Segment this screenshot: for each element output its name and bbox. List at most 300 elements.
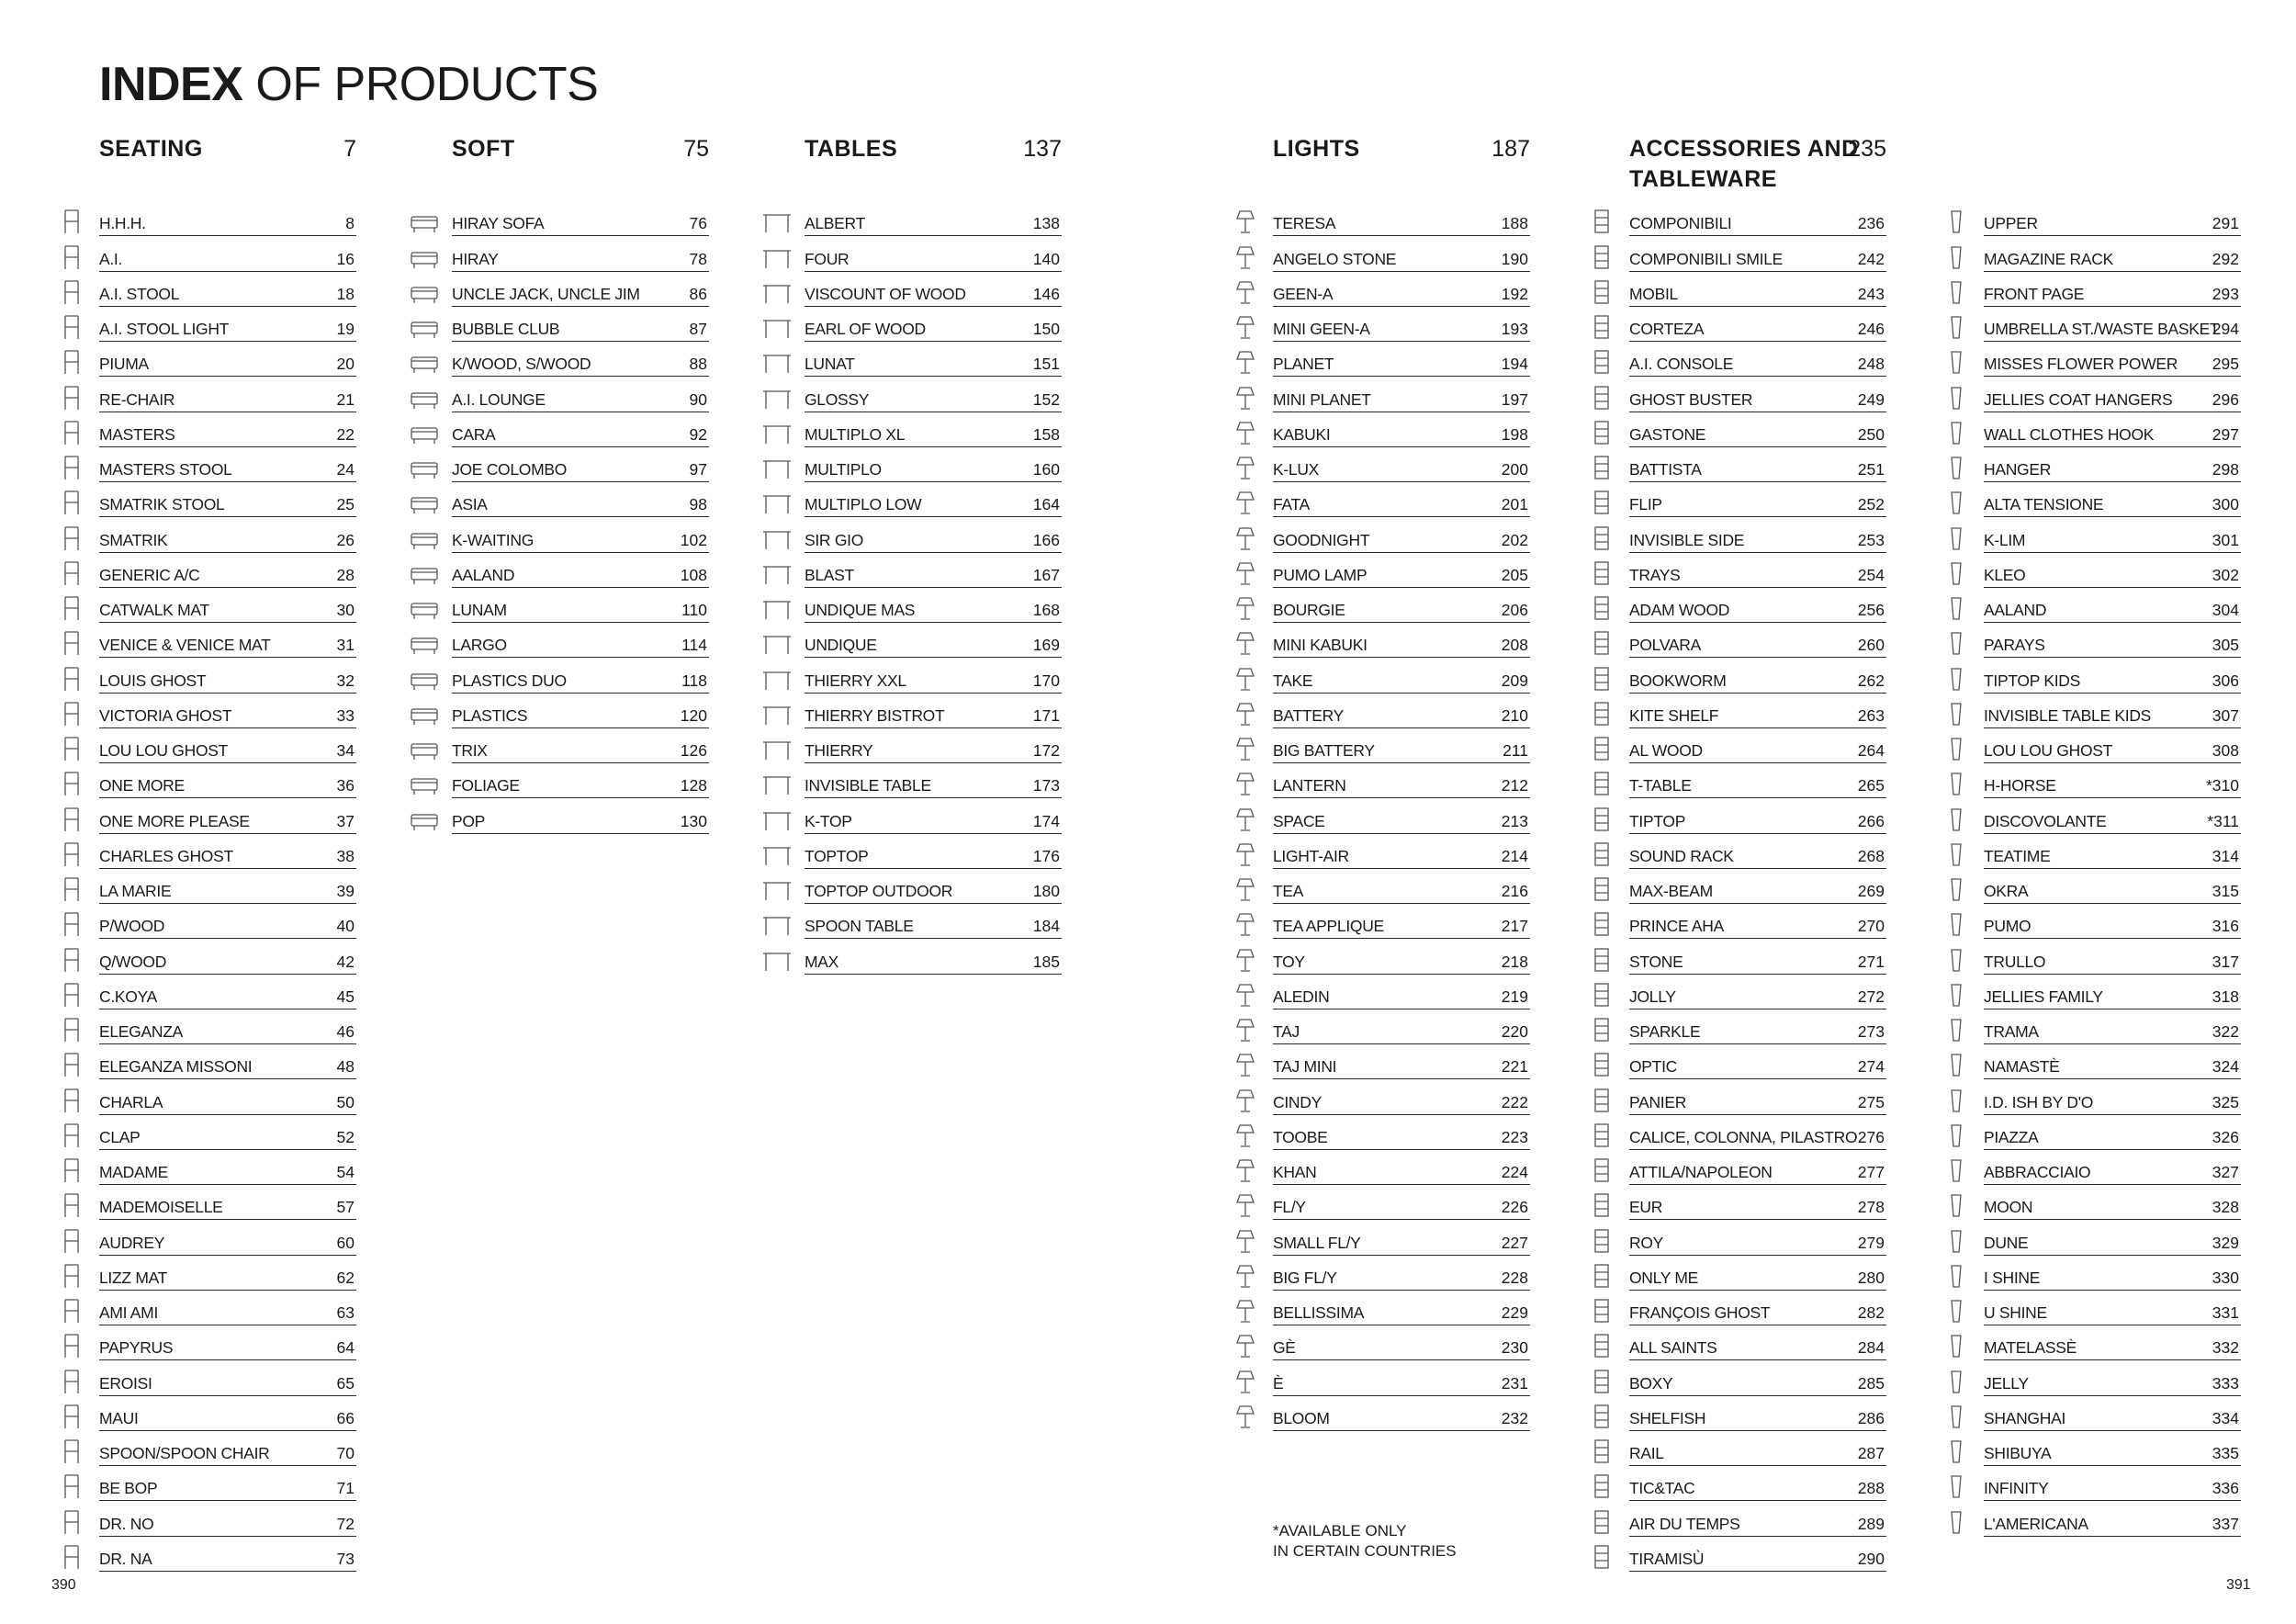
product-name: INVISIBLE TABLE [805, 776, 931, 795]
accessory-icon [1940, 1122, 1973, 1149]
product-name: FL/Y [1273, 1198, 1306, 1217]
index-entry [1984, 1466, 2241, 1501]
index-entry [1629, 342, 1886, 377]
product-name: AMI AMI [99, 1303, 159, 1322]
product-name: TAJ [1273, 1022, 1300, 1041]
page-number: 97 [689, 460, 707, 479]
accessory-icon [1940, 559, 1973, 587]
product-name: SPACE [1273, 811, 1325, 830]
index-entry [1273, 1360, 1530, 1395]
page-number: 164 [1032, 495, 1060, 514]
lamp-icon [1229, 278, 1262, 306]
index-entry [1629, 201, 1886, 236]
index-entry [452, 307, 709, 342]
page-number: 221 [1501, 1057, 1528, 1077]
index-entry [805, 798, 1062, 833]
page-number: 108 [680, 565, 707, 584]
index-entry [1984, 1360, 2241, 1395]
index-entry [99, 869, 356, 904]
product-name: KABUKI [1273, 424, 1331, 444]
page-number: 232 [1501, 1408, 1528, 1427]
index-entry [1629, 834, 1886, 869]
page-number: 270 [1857, 917, 1885, 936]
index-entry [99, 553, 356, 588]
page-number: 193 [1501, 320, 1528, 338]
product-name: STONE [1629, 952, 1683, 971]
page-number: 197 [1501, 389, 1528, 409]
section-heading-seating [99, 134, 356, 198]
index-entry [1629, 1501, 1886, 1536]
page-number: 260 [1857, 636, 1885, 655]
accessory-icon [1940, 313, 1973, 341]
page-number-left: 390 [51, 1577, 76, 1593]
page-number: 294 [2212, 320, 2239, 338]
section-page: 7 [343, 136, 356, 162]
index-entry [99, 1501, 356, 1536]
accessory-icon [1940, 875, 1973, 903]
page-number: 188 [1501, 214, 1528, 233]
page-number: 202 [1501, 530, 1528, 549]
index-entry [99, 377, 356, 412]
index-entry [1984, 939, 2241, 974]
table-icon [760, 700, 793, 727]
page-number: 333 [2212, 1373, 2239, 1393]
accessory-icon [1940, 348, 1973, 376]
page-number: 222 [1501, 1092, 1528, 1111]
product-name: C.KOYA [99, 987, 158, 1006]
product-name: ONE MORE PLEASE [99, 811, 250, 830]
lamp-icon [1229, 1051, 1262, 1078]
index-entry [452, 728, 709, 763]
shelf-icon [1585, 875, 1618, 903]
table-icon [760, 384, 793, 412]
product-name: SHIBUYA [1984, 1444, 2052, 1462]
shelf-icon [1585, 313, 1618, 341]
chair-icon [55, 1262, 88, 1290]
index-entry [1984, 1220, 2241, 1255]
index-entry [452, 482, 709, 517]
shelf-icon [1585, 1122, 1618, 1149]
index-entry [1629, 728, 1886, 763]
page-number: 279 [1857, 1233, 1885, 1252]
product-name: THIERRY BISTROT [805, 705, 945, 725]
page-number: 167 [1032, 565, 1060, 584]
section-page: 137 [1023, 136, 1062, 162]
index-entry [1984, 412, 2241, 447]
product-name: TERESA [1273, 214, 1336, 233]
index-entry [1629, 517, 1886, 552]
product-name: ROY [1629, 1233, 1664, 1252]
index-entry [1984, 307, 2241, 342]
page-number: 16 [336, 249, 355, 268]
index-entry [452, 694, 709, 728]
product-name: GHOST BUSTER [1629, 389, 1753, 409]
product-name: COMPONIBILI SMILE [1629, 249, 1784, 268]
accessory-icon [1940, 384, 1973, 412]
index-entry [1984, 1079, 2241, 1114]
section-name: TABLES [805, 136, 898, 162]
chair-icon [55, 981, 88, 1009]
page-number: 287 [1857, 1444, 1885, 1462]
product-name: TOY [1273, 952, 1305, 971]
product-name: H.H.H. [99, 214, 146, 233]
shelf-icon [1585, 1227, 1618, 1255]
page-number: 228 [1501, 1268, 1528, 1287]
page-number: 220 [1501, 1022, 1528, 1041]
chair-icon [55, 840, 88, 868]
table-icon [760, 313, 793, 341]
page-number: 180 [1032, 882, 1060, 900]
page-number: 305 [2212, 636, 2239, 655]
index-entry [805, 517, 1062, 552]
product-name: K-TOP [805, 811, 852, 830]
page-number: 214 [1501, 846, 1528, 865]
page-number: 18 [336, 284, 355, 303]
table-icon [760, 419, 793, 446]
index-entry [99, 447, 356, 482]
chair-icon [55, 1051, 88, 1078]
section-name: ACCESSORIES AND TABLEWARE [1629, 136, 1859, 192]
index-entry [452, 377, 709, 412]
index-entry [1984, 1325, 2241, 1360]
product-name: CARA [452, 424, 496, 444]
index-entry [1984, 1115, 2241, 1150]
index-entry [1629, 1291, 1886, 1325]
page-number: 21 [336, 389, 355, 409]
product-name: HIRAY [452, 249, 499, 268]
index-entry [805, 763, 1062, 798]
lamp-icon [1229, 1227, 1262, 1255]
lamp-icon [1229, 1368, 1262, 1395]
page-number: 329 [2212, 1233, 2239, 1252]
index-entry [1984, 517, 2241, 552]
chair-icon [55, 770, 88, 797]
chair-icon [55, 1472, 88, 1500]
table-icon [760, 735, 793, 762]
product-name: PLASTICS DUO [452, 671, 567, 690]
product-name: MOBIL [1629, 284, 1678, 303]
shelf-icon [1585, 770, 1618, 797]
page-number: 227 [1501, 1233, 1528, 1252]
lamp-icon [1229, 1403, 1262, 1430]
product-name: AL WOOD [1629, 741, 1703, 760]
lamp-icon [1229, 981, 1262, 1009]
shelf-icon [1585, 208, 1618, 235]
index-entry [1273, 1325, 1530, 1360]
page-number: 65 [336, 1373, 355, 1393]
index-entry [99, 1325, 356, 1360]
index-entry [805, 904, 1062, 939]
page-number: 205 [1501, 565, 1528, 584]
index-entry [99, 904, 356, 939]
page-number: 72 [336, 1514, 355, 1533]
page-number: 185 [1032, 952, 1060, 971]
shelf-icon [1585, 1543, 1618, 1571]
index-entry [1984, 869, 2241, 904]
accessory-icon [1940, 594, 1973, 622]
product-name: TOPTOP [805, 846, 869, 865]
page-number: 269 [1857, 882, 1885, 900]
page-number: 158 [1032, 424, 1060, 444]
chair-icon [55, 735, 88, 762]
accessory-icon [1940, 1191, 1973, 1219]
index-entry [1629, 588, 1886, 623]
product-name: MINI GEEN-A [1273, 320, 1370, 338]
product-name: POLVARA [1629, 636, 1701, 655]
product-name: K-WAITING [452, 530, 535, 549]
shelf-icon [1585, 1191, 1618, 1219]
product-name: RAIL [1629, 1444, 1664, 1462]
table-icon [760, 594, 793, 622]
page-number: 330 [2212, 1268, 2239, 1287]
product-name: UNCLE JACK, UNCLE JIM [452, 284, 640, 303]
page-number: 324 [2212, 1057, 2239, 1077]
lamp-icon [1229, 1297, 1262, 1325]
index-entry [452, 588, 709, 623]
page-number: 290 [1857, 1549, 1885, 1568]
accessory-icon [1940, 946, 1973, 974]
chair-icon [55, 1016, 88, 1043]
accessory-icon [1940, 454, 1973, 481]
accessory-icon [1940, 735, 1973, 762]
index-entry [99, 588, 356, 623]
page-number: 291 [2212, 214, 2239, 233]
page-number: 271 [1857, 952, 1885, 971]
page-number: 130 [680, 811, 707, 830]
product-name: SPOON/SPOON CHAIR [99, 1444, 270, 1462]
page-number: 169 [1032, 636, 1060, 655]
shelf-icon [1585, 1508, 1618, 1536]
sofa-icon [408, 629, 441, 657]
page-number: 246 [1857, 320, 1885, 338]
index-entry [1984, 236, 2241, 271]
title-bold: INDEX [99, 58, 243, 111]
index-entry [452, 272, 709, 307]
page-number: 38 [336, 846, 355, 865]
page-number: 315 [2212, 882, 2239, 900]
shelf-icon [1585, 665, 1618, 693]
shelf-icon [1585, 278, 1618, 306]
page-number: 60 [336, 1233, 355, 1252]
index-entry [99, 1185, 356, 1220]
product-name: ONE MORE [99, 776, 185, 795]
lamp-icon [1229, 1191, 1262, 1219]
index-entry [99, 517, 356, 552]
page-number: 251 [1857, 460, 1885, 479]
page-number: 306 [2212, 671, 2239, 690]
lamp-icon [1229, 384, 1262, 412]
product-name: TRAMA [1984, 1022, 2039, 1041]
index-entry [1984, 482, 2241, 517]
table-icon [760, 910, 793, 938]
sofa-icon [408, 594, 441, 622]
page-number: 210 [1501, 705, 1528, 725]
page-number: 328 [2212, 1198, 2239, 1217]
accessory-icon [1940, 1262, 1973, 1290]
accessory-icon [1940, 278, 1973, 306]
index-entry [99, 623, 356, 658]
product-name: COMPONIBILI [1629, 214, 1732, 233]
product-name: GLOSSY [805, 389, 870, 409]
chair-icon [55, 348, 88, 376]
page-number: 166 [1032, 530, 1060, 549]
index-entry [99, 1220, 356, 1255]
product-name: LANTERN [1273, 776, 1346, 795]
page-number: 146 [1032, 284, 1060, 303]
page-number: 184 [1032, 917, 1060, 936]
accessory-icon [1940, 840, 1973, 868]
product-name: MULTIPLO [805, 460, 882, 479]
page-number: 64 [336, 1338, 355, 1358]
index-entry [1984, 1150, 2241, 1185]
product-name: A.I. STOOL [99, 284, 180, 303]
product-name: PLASTICS [452, 705, 528, 725]
accessory-icon [1940, 981, 1973, 1009]
accessory-icon [1940, 1087, 1973, 1114]
product-name: INVISIBLE TABLE KIDS [1984, 705, 2152, 725]
page-number: *310 [2205, 776, 2239, 795]
page-number: 307 [2212, 705, 2239, 725]
page-number: 48 [336, 1057, 355, 1077]
chair-icon [55, 629, 88, 657]
product-name: KITE SHELF [1629, 705, 1719, 725]
lamp-icon [1229, 243, 1262, 271]
product-name: T-TABLE [1629, 776, 1692, 795]
index-entry [1273, 1115, 1530, 1150]
product-name: LOU LOU GHOST [1984, 741, 2113, 760]
index-entry [1629, 904, 1886, 939]
chair-icon [55, 278, 88, 306]
product-name: U SHINE [1984, 1303, 2047, 1322]
chair-icon [55, 208, 88, 235]
shelf-icon [1585, 700, 1618, 727]
section-page: 235 [1848, 136, 1886, 162]
page-number: 19 [336, 320, 355, 338]
product-name: OKRA [1984, 882, 2029, 900]
index-entry [1273, 1396, 1530, 1431]
index-entry [1629, 1396, 1886, 1431]
table-icon [760, 806, 793, 833]
section-heading-lights [1273, 134, 1530, 198]
product-name: UNDIQUE [805, 636, 877, 655]
index-entry [99, 1431, 356, 1466]
product-name: MASTERS STOOL [99, 460, 232, 479]
page-number: 198 [1501, 424, 1528, 444]
index-entry [1273, 236, 1530, 271]
product-name: A.I. [99, 249, 123, 268]
page-number: 304 [2212, 601, 2239, 619]
chair-icon [55, 419, 88, 446]
shelf-icon [1585, 1368, 1618, 1395]
product-name: HIRAY SOFA [452, 214, 545, 233]
page-number: 212 [1501, 776, 1528, 795]
page-number: 249 [1857, 389, 1885, 409]
index-entry [805, 482, 1062, 517]
product-name: BIG BATTERY [1273, 741, 1375, 760]
index-entry [1273, 553, 1530, 588]
product-name: DISCOVOLANTE [1984, 811, 2107, 830]
page-number: 39 [336, 882, 355, 900]
shelf-icon [1585, 1262, 1618, 1290]
index-entry [99, 201, 356, 236]
product-name: SMATRIK STOOL [99, 495, 225, 514]
product-name: BOXY [1629, 1373, 1673, 1393]
accessory-icon [1940, 1297, 1973, 1325]
page-number: 236 [1857, 214, 1885, 233]
chair-icon [55, 1543, 88, 1571]
index-entry [1984, 447, 2241, 482]
page-number: 57 [336, 1198, 355, 1217]
product-name: UMBRELLA ST./WASTE BASKET [1984, 320, 2220, 338]
index-entry [1273, 904, 1530, 939]
section-heading-accessories [1629, 134, 1886, 198]
index-entry [99, 1009, 356, 1044]
index-entry [1984, 798, 2241, 833]
index-entry [1984, 834, 2241, 869]
page-number: 138 [1032, 214, 1060, 233]
index-entry [1984, 904, 2241, 939]
index-entry [1629, 1360, 1886, 1395]
page-number: 297 [2212, 424, 2239, 444]
footnote [1273, 1521, 1457, 1562]
section-heading-soft [452, 134, 709, 198]
product-name: EARL OF WOOD [805, 320, 926, 338]
index-entry [1629, 553, 1886, 588]
table-icon [760, 489, 793, 516]
product-name: INVISIBLE SIDE [1629, 530, 1745, 549]
page-number: 190 [1501, 249, 1528, 268]
product-name: JOLLY [1629, 987, 1676, 1006]
product-name: DR. NA [99, 1549, 152, 1568]
shelf-icon [1585, 1438, 1618, 1465]
page-number: 8 [345, 214, 355, 233]
page-number: 300 [2212, 495, 2239, 514]
table-icon [760, 208, 793, 235]
page-number: 334 [2212, 1408, 2239, 1427]
product-name: LOUIS GHOST [99, 671, 207, 690]
sofa-icon [408, 665, 441, 693]
chair-icon [55, 1087, 88, 1114]
page-number: 217 [1501, 917, 1528, 936]
lamp-icon [1229, 770, 1262, 797]
index-entry [452, 447, 709, 482]
page-number: 32 [336, 671, 355, 690]
product-name: DR. NO [99, 1514, 154, 1533]
page-number: 211 [1503, 741, 1528, 760]
page-number: 252 [1857, 495, 1885, 514]
page-number: 327 [2212, 1163, 2239, 1181]
page-number: 50 [336, 1092, 355, 1111]
index-entry [1629, 1537, 1886, 1572]
index-entry [1629, 623, 1886, 658]
page-number: 25 [336, 495, 355, 514]
product-name: POP [452, 811, 486, 830]
shelf-icon [1585, 629, 1618, 657]
accessory-icon [1940, 489, 1973, 516]
page-number: 102 [680, 530, 707, 549]
chair-icon [55, 665, 88, 693]
page-number: 286 [1857, 1408, 1885, 1427]
product-name: TEA APPLIQUE [1273, 917, 1384, 936]
page-number: 36 [336, 776, 355, 795]
index-column-tables [805, 201, 1062, 975]
chair-icon [55, 559, 88, 587]
index-entry [99, 1537, 356, 1572]
product-name: ANGELO STONE [1273, 249, 1397, 268]
lamp-icon [1229, 806, 1262, 833]
index-entry [99, 1360, 356, 1395]
product-name: DUNE [1984, 1233, 2029, 1252]
